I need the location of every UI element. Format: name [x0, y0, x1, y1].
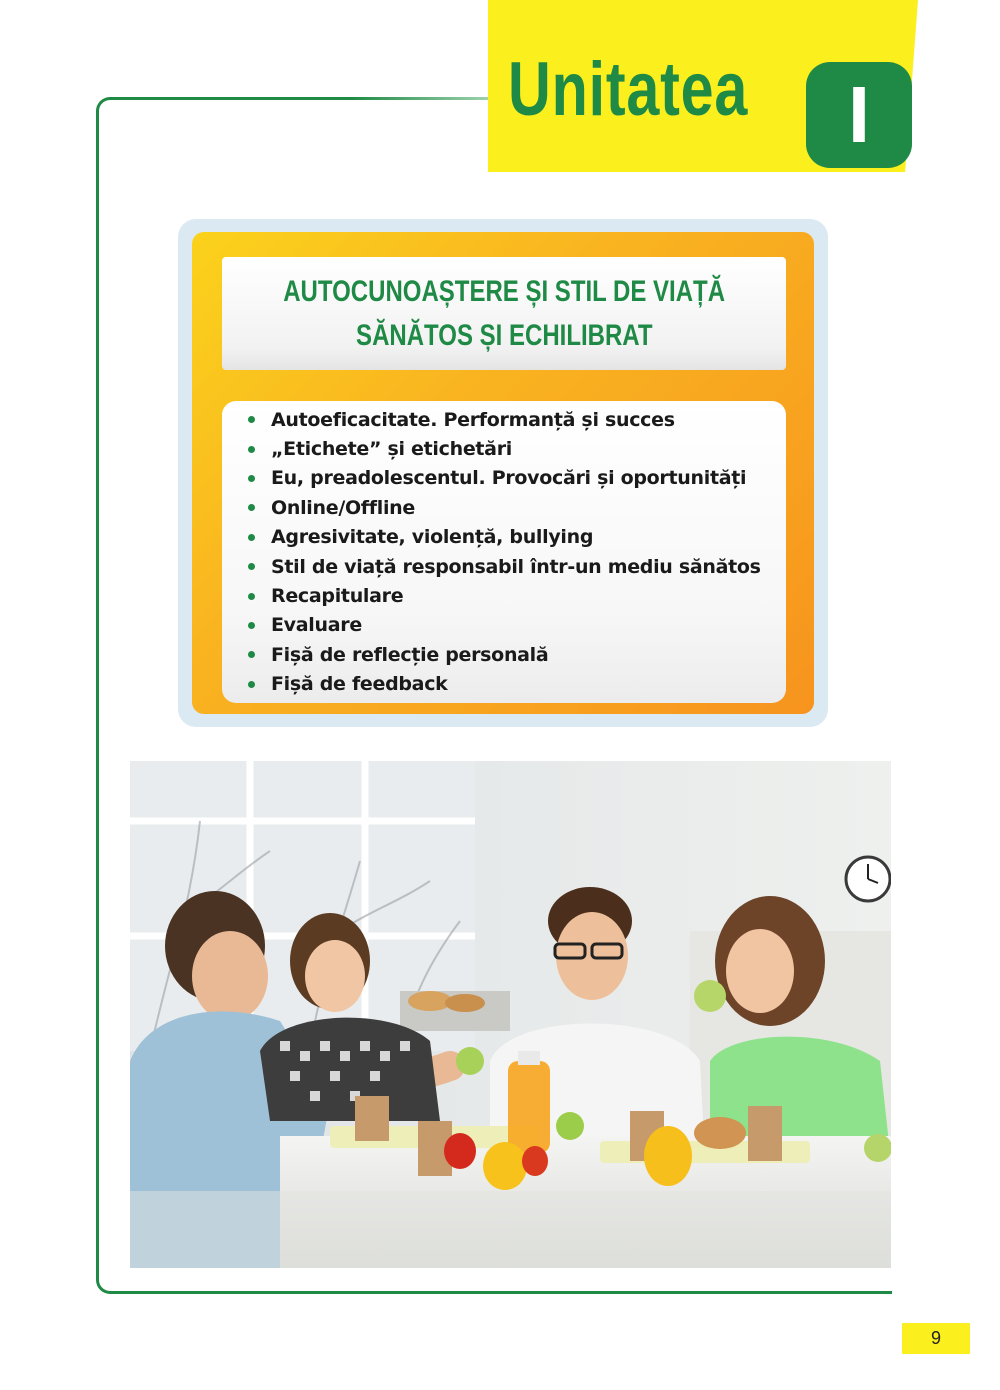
bullet-icon: [248, 416, 255, 423]
topic-text: Autoeficacitate. Performanță și succes: [271, 408, 675, 431]
bullet-icon: [248, 622, 255, 629]
topic-text: Agresivitate, violență, bullying: [271, 526, 594, 549]
unit-heading-line-2: SĂNĂTOS ȘI ECHILIBRAT: [355, 318, 653, 352]
list-item: [246, 581, 786, 610]
page-number-box: [902, 1323, 970, 1354]
bullet-icon: [248, 446, 255, 453]
unit-heading-box: [222, 257, 786, 370]
list-item: [246, 611, 786, 640]
topic-text: Fișă de feedback: [271, 673, 448, 696]
bullet-icon: [248, 475, 255, 482]
topic-text: Recapitulare: [271, 585, 404, 608]
unit-number-badge: [806, 62, 912, 168]
unit-number: I: [847, 70, 871, 159]
list-item: [246, 434, 786, 463]
list-item: [246, 493, 786, 522]
topic-text: „Etichete” și etichetări: [271, 438, 512, 461]
topic-text: Evaluare: [271, 614, 362, 637]
bullet-icon: [248, 504, 255, 511]
list-item: [246, 405, 786, 434]
page-number: 9: [930, 1328, 941, 1348]
topic-text: Eu, preadolescentul. Provocări și oportunități: [271, 467, 747, 490]
page-frame-fade: [350, 97, 490, 100]
students-eating-photo: [130, 761, 891, 1268]
list-item: [246, 552, 786, 581]
unit-heading-line-1: AUTOCUNOAȘTERE ȘI STIL DE VIAȚĂ: [283, 274, 725, 308]
list-item: [246, 640, 786, 669]
list-item: [246, 670, 786, 699]
topic-list: [246, 405, 786, 699]
list-item: [246, 523, 786, 552]
topic-text: Online/Offline: [271, 496, 415, 519]
unit-title: Unitatea: [508, 47, 749, 132]
bullet-icon: [248, 651, 255, 658]
list-item: [246, 464, 786, 493]
bullet-icon: [248, 681, 255, 688]
bullet-icon: [248, 534, 255, 541]
bullet-icon: [248, 593, 255, 600]
topic-text: Stil de viață responsabil într-un mediu sănătos: [271, 555, 761, 578]
bullet-icon: [248, 563, 255, 570]
topic-text: Fișă de reflecție personală: [271, 643, 549, 666]
